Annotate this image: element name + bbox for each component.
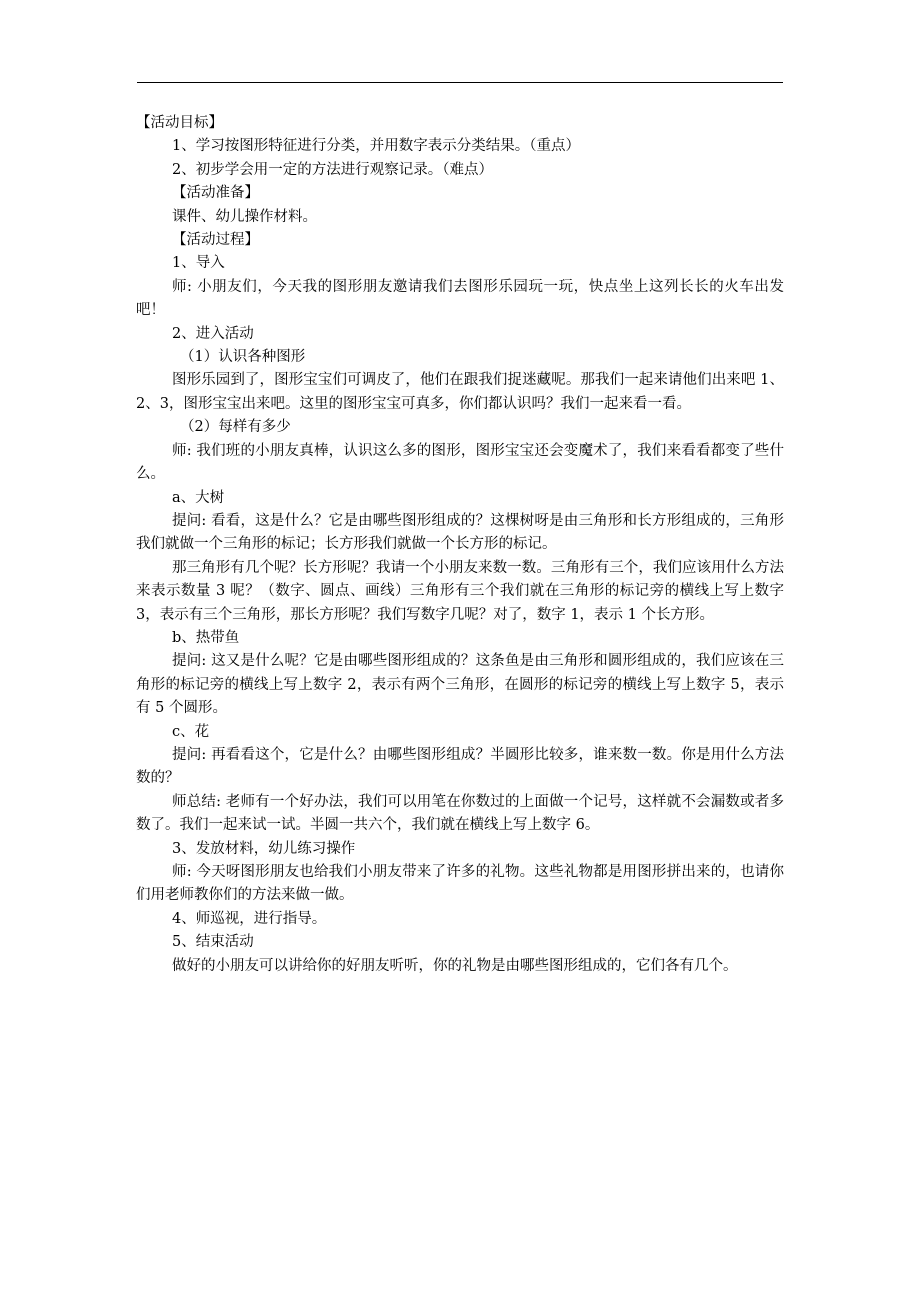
goal-2: 2、初步学会用一定的方法进行观察记录。（难点） (172, 161, 493, 178)
prep-text: 课件、幼儿操作材料。 (172, 208, 317, 225)
item-b: b、热带鱼 (172, 629, 240, 646)
goal-1: 1、学习按图形特征进行分类，并用数字表示分类结果。（重点） (172, 138, 580, 155)
sub-2-text: 师: 我们班的小朋友真棒，认识这么多的图形，图形宝宝还会变魔术了，我们来看看都变了些什么。 (136, 442, 784, 483)
heading-goal: 【活动目标】 (136, 115, 223, 131)
heading-process: 【活动过程】 (172, 232, 259, 249)
sub-1-text: 图形乐园到了，图形宝宝们可调皮了，他们在跟我们捉迷藏呢。那我们一起来请他们出来吧 1、2、3，图形宝宝出来吧。这里的图形宝宝可真多，你们都认识吗？我们一起来看一看。 (136, 372, 784, 412)
step-1: 1、导入 (172, 255, 225, 272)
item-c-text-1: 提问: 再看看这个，它是什么？由哪些图形组成？半圆形比较多，谁来数一数。你是用什么方法数的？ (136, 746, 784, 787)
step-5: 5、结束活动 (172, 934, 254, 951)
step-1-text: 师: 小朋友们，今天我的图形朋友邀请我们去图形乐园玩一玩，快点坐上这列长长的火车出发吧！ (136, 278, 784, 319)
step-5-text: 做好的小朋友可以讲给你的好朋友听听，你的礼物是由哪些图形组成的，它们各有几个。 (172, 957, 738, 974)
item-a: a、大树 (172, 489, 225, 506)
step-2: 2、进入活动 (172, 325, 254, 342)
item-c: c、花 (172, 723, 210, 740)
item-a-text-2: 那三角形有几个呢？长方形呢？我请一个小朋友来数一数。三角形有三个，我们应该用什么方法来表示数量 3 呢？（数字、圆点、画线）三角形有三个我们就在三角形的标记旁的横线上写上数字 3，表示有三个三角形，那长方形呢？我们写数字几呢？对了，数字 1，表示 1 个长方形。 (136, 559, 784, 623)
step-3: 3、发放材料，幼儿练习操作 (172, 840, 356, 857)
sub-1: （1）认识各种图形 (180, 349, 306, 366)
heading-prep: 【活动准备】 (172, 185, 259, 202)
document-body (136, 112, 784, 978)
step-3-text: 师: 今天呀图形朋友也给我们小朋友带来了许多的礼物。这些礼物都是用图形拼出来的，也请你们用老师教你们的方法来做一做。 (136, 864, 784, 904)
item-c-text-2: 师总结: 老师有一个好办法，我们可以用笔在你数过的上面做一个记号，这样就不会漏数或者多数了。我们一起来试一试。半圆一共六个，我们就在横线上写上数字 6。 (136, 793, 784, 834)
item-b-text: 提问: 这又是什么呢？它是由哪些图形组成的？这条鱼是由三角形和圆形组成的，我们应该在三角形的标记旁的横线上写上数字 2，表示有两个三角形，在圆形的标记旁的横线上写上数字 5，表示有 5 个圆形。 (136, 653, 784, 717)
step-4: 4、师巡视，进行指导。 (172, 910, 327, 927)
header-rule (137, 82, 783, 83)
sub-2: （2）每样有多少 (180, 419, 291, 436)
item-a-text-1: 提问: 看看，这是什么？它是由哪些图形组成的？这棵树呀是由三角形和长方形组成的，三角形我们就做一个三角形的标记；长方形我们就做一个长方形的标记。 (136, 512, 784, 553)
